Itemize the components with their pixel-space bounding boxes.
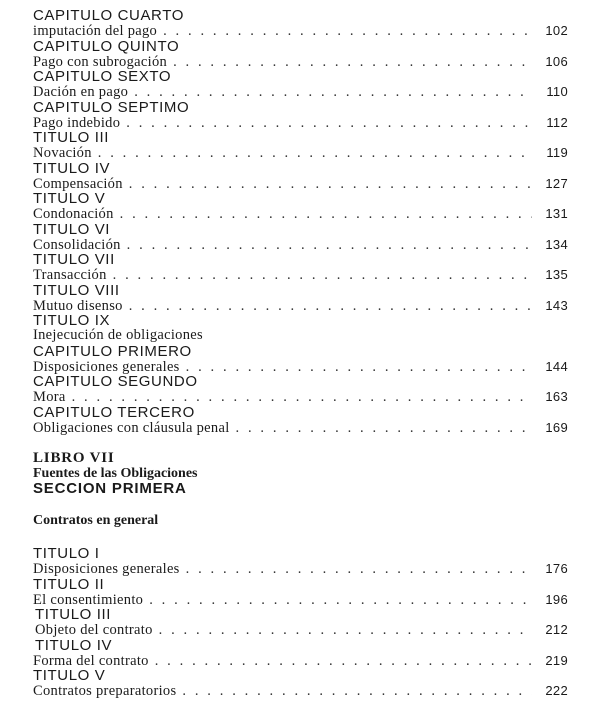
section-heading: CAPITULO PRIMERO	[33, 342, 192, 360]
chapter-heading: Contratos en general	[33, 513, 159, 528]
page-number: 196	[545, 591, 568, 607]
entry-label: Pago indebido	[33, 114, 121, 131]
toc-entry[interactable]	[33, 115, 568, 131]
page-number: 131	[545, 206, 568, 221]
toc-group-part3	[33, 546, 568, 699]
page-number: 127	[545, 175, 568, 191]
dot-leader	[236, 421, 532, 436]
toc-entry[interactable]	[33, 359, 568, 375]
dot-leader	[173, 55, 532, 70]
spacer	[33, 497, 568, 513]
section-heading: CAPITULO TERCERO	[33, 403, 195, 421]
page-number: 134	[545, 236, 568, 252]
entry-label: Mutuo disenso	[33, 297, 123, 314]
table-of-contents	[33, 8, 568, 699]
section-heading: CAPITULO SEXTO	[33, 68, 172, 85]
subtitle-label: Inejecución de obligaciones	[33, 327, 203, 343]
section-heading: TITULO II	[33, 575, 105, 593]
book-title: LIBRO VII	[33, 450, 115, 466]
entry-label: Consolidación	[33, 236, 121, 253]
section-heading: TITULO VIII	[33, 281, 120, 299]
toc-entry[interactable]	[33, 683, 568, 699]
toc-entry[interactable]	[33, 622, 568, 638]
page-number: 135	[545, 267, 568, 282]
page-number: 143	[545, 297, 568, 313]
entry-label: Compensación	[33, 175, 123, 192]
section-heading: TITULO III	[33, 129, 110, 146]
dot-leader	[155, 654, 532, 669]
page-number: 176	[545, 561, 568, 576]
toc-group-part1	[33, 8, 568, 313]
entry-label: Contratos preparatorios	[33, 683, 177, 699]
section-heading: TITULO I	[33, 545, 100, 562]
section-heading: TITULO III	[35, 606, 112, 623]
entry-label: Forma del contrato	[33, 652, 149, 669]
dot-leader	[182, 684, 532, 699]
page-number: 119	[546, 145, 568, 160]
entry-label: Disposiciones generales	[33, 358, 180, 375]
dot-leader	[163, 24, 532, 39]
toc-entry[interactable]	[33, 389, 568, 405]
page-number: 212	[545, 622, 568, 637]
page-number: 219	[545, 652, 568, 668]
dot-leader	[72, 390, 532, 405]
entry-label: Novación	[33, 145, 92, 161]
section-heading: CAPITULO QUINTO	[33, 37, 180, 55]
entry-label: imputación del pago	[33, 23, 158, 39]
page-number: 112	[546, 114, 568, 130]
entry-label: El consentimiento	[33, 591, 144, 608]
section-heading: TITULO IV	[33, 159, 111, 177]
dot-leader	[129, 299, 532, 314]
page-number: 169	[545, 419, 568, 435]
dot-leader	[134, 85, 532, 100]
toc-subtitle	[33, 328, 568, 344]
toc-entry[interactable]	[33, 145, 568, 161]
dot-leader	[159, 623, 532, 638]
section-heading: TITULO VII	[33, 251, 115, 268]
spacer	[33, 528, 568, 540]
dot-leader	[126, 116, 532, 131]
entry-label: Dación en pago	[33, 84, 129, 100]
spacer	[33, 435, 568, 451]
dot-leader	[127, 238, 532, 253]
entry-label: Objeto del contrato	[35, 622, 153, 638]
toc-entry[interactable]	[33, 653, 568, 669]
dot-leader	[149, 593, 532, 608]
page-number: 222	[545, 683, 568, 698]
toc-entry[interactable]	[33, 176, 568, 192]
dot-leader	[113, 268, 532, 283]
toc-entry[interactable]	[33, 237, 568, 253]
section-heading: TITULO IV	[35, 636, 113, 654]
section-heading: CAPITULO SEPTIMO	[33, 98, 190, 116]
toc-entry[interactable]	[33, 267, 568, 283]
toc-entry[interactable]	[33, 54, 568, 70]
section-heading: TITULO V	[33, 667, 106, 684]
section-title: SECCION PRIMERA	[33, 480, 187, 497]
page-number: 106	[545, 53, 568, 69]
toc-entry[interactable]	[33, 206, 568, 222]
section-heading: TITULO V	[33, 190, 106, 207]
toc-entry[interactable]	[33, 592, 568, 608]
toc-entry[interactable]	[33, 298, 568, 314]
page-number: 102	[545, 23, 568, 38]
dot-leader	[129, 177, 532, 192]
book-subtitle: Fuentes de las Obligaciones	[33, 466, 198, 481]
section-heading: CAPITULO CUARTO	[33, 7, 184, 24]
toc-entry[interactable]	[33, 561, 568, 577]
entry-label: Pago con subrogación	[33, 53, 168, 70]
page-number: 144	[545, 358, 568, 374]
section-heading: CAPITULO SEGUNDO	[33, 373, 198, 390]
entry-label: Transacción	[33, 267, 107, 283]
page-number: 110	[546, 84, 568, 99]
toc-entry[interactable]	[33, 420, 568, 436]
section-heading: TITULO VI	[33, 220, 111, 238]
dot-leader	[120, 207, 532, 222]
toc-entry[interactable]	[33, 84, 568, 100]
section-heading: TITULO IX	[33, 312, 111, 329]
dot-leader	[186, 562, 532, 577]
toc-entry[interactable]	[33, 23, 568, 39]
dot-leader	[98, 146, 532, 161]
entry-label: Disposiciones generales	[33, 561, 180, 577]
entry-label: Condonación	[33, 206, 114, 222]
page-number: 163	[545, 389, 568, 404]
entry-label: Mora	[33, 389, 66, 405]
dot-leader	[186, 360, 532, 375]
toc-group-part2	[33, 344, 568, 436]
entry-label: Obligaciones con cláusula penal	[33, 419, 230, 436]
